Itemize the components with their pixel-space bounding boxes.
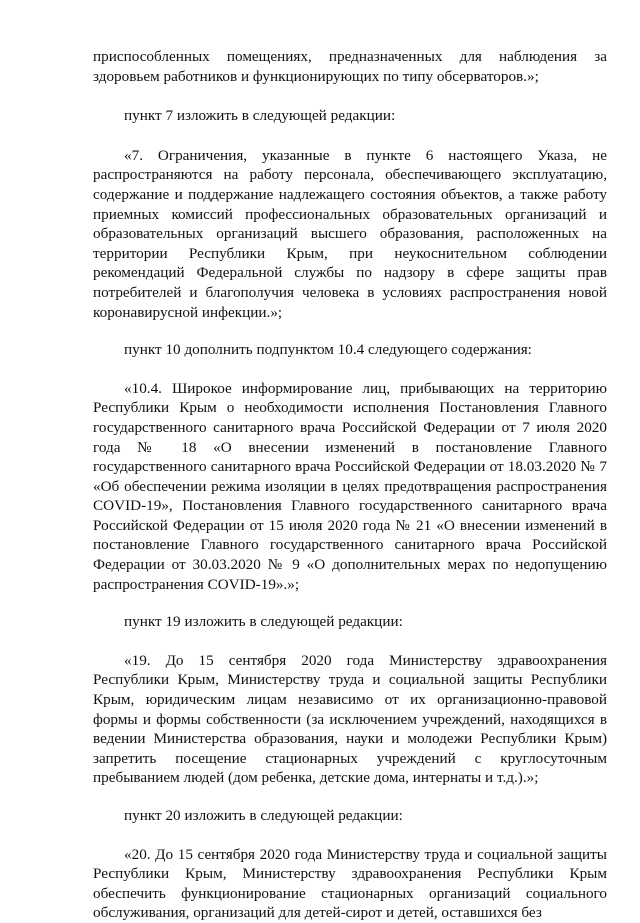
amendment-text-item-10-4: «10.4. Широкое информирование лиц, прибывающих на территорию Республики Крым о необходимости исполнения Постановления Главного государственного санитарного врача Российской Федерации от 7 июля 2020 года № 18 «О внесении изменений в постановление Главного государственного санитарного врача Российской Федерации от 18.03.2020 № 7 «Об обеспечении режима изоляции в целях предотвращения распространения COVID-19», Постановления Главного государственного санитарного врача Российской Федерации от 15 июля 2020 года № 21 «О внесении изменений в постановление Главного государственного санитарного врача Российской Федерации от 30.03.2020 № 9 «О дополнительных мерах по недопущению распространения COVID-19».»;: [93, 379, 607, 593]
paragraph-continuation: приспособленных помещениях, предназначенных для наблюдения за здоровьем работников и функционирующих по типу обсерваторов.»;: [93, 48, 607, 85]
amendment-instruction-item-10: пункт 10 дополнить подпунктом 10.4 следующего содержания:: [124, 341, 532, 359]
document-body: [93, 47, 607, 923]
amendment-text-item-20: «20. До 15 сентября 2020 года Министерству труда и социальной защиты Республики Крым, Министерству здравоохранения Республики Крым обеспечить функционирование стационарных организаций социального обслуживания, организаций для детей-сирот и детей, оставшихся без: [93, 845, 607, 922]
amendment-text-item-19: «19. До 15 сентября 2020 года Министерству здравоохранения Республики Крым, Министерству труда и социальной защиты Республики Крым, юридическим лицам независимо от их организационно-правовой формы и формы собственности (за исключением учреждений, находящихся в ведении Министерства образования, науки и молодежи Республики Крым) запретить посещение стационарных учреждений с круглосуточным пребыванием людей (дом ребенка, детские дома, интернаты и т.д.).»;: [93, 651, 607, 787]
amendment-text-item-7: «7. Ограничения, указанные в пункте 6 настоящего Указа, не распространяются на работу персонала, обеспечивающего эксплуатацию, содержание и поддержание надлежащего состояния объектов, а также работу приемных комиссий профессиональных образовательных организаций и образовательных организаций высшего образования, расположенных на территории Республики Крым, при неукоснительном соблюдении рекомендаций Федеральной службы по надзору в сфере защиты прав потребителей и благополучия человека в условиях распространения новой коронавирусной инфекции.»;: [93, 146, 607, 321]
amendment-instruction-item-19: пункт 19 изложить в следующей редакции:: [124, 613, 403, 631]
amendment-instruction-item-20: пункт 20 изложить в следующей редакции:: [124, 807, 403, 824]
amendment-instruction-item-7: пункт 7 изложить в следующей редакции:: [124, 107, 396, 125]
